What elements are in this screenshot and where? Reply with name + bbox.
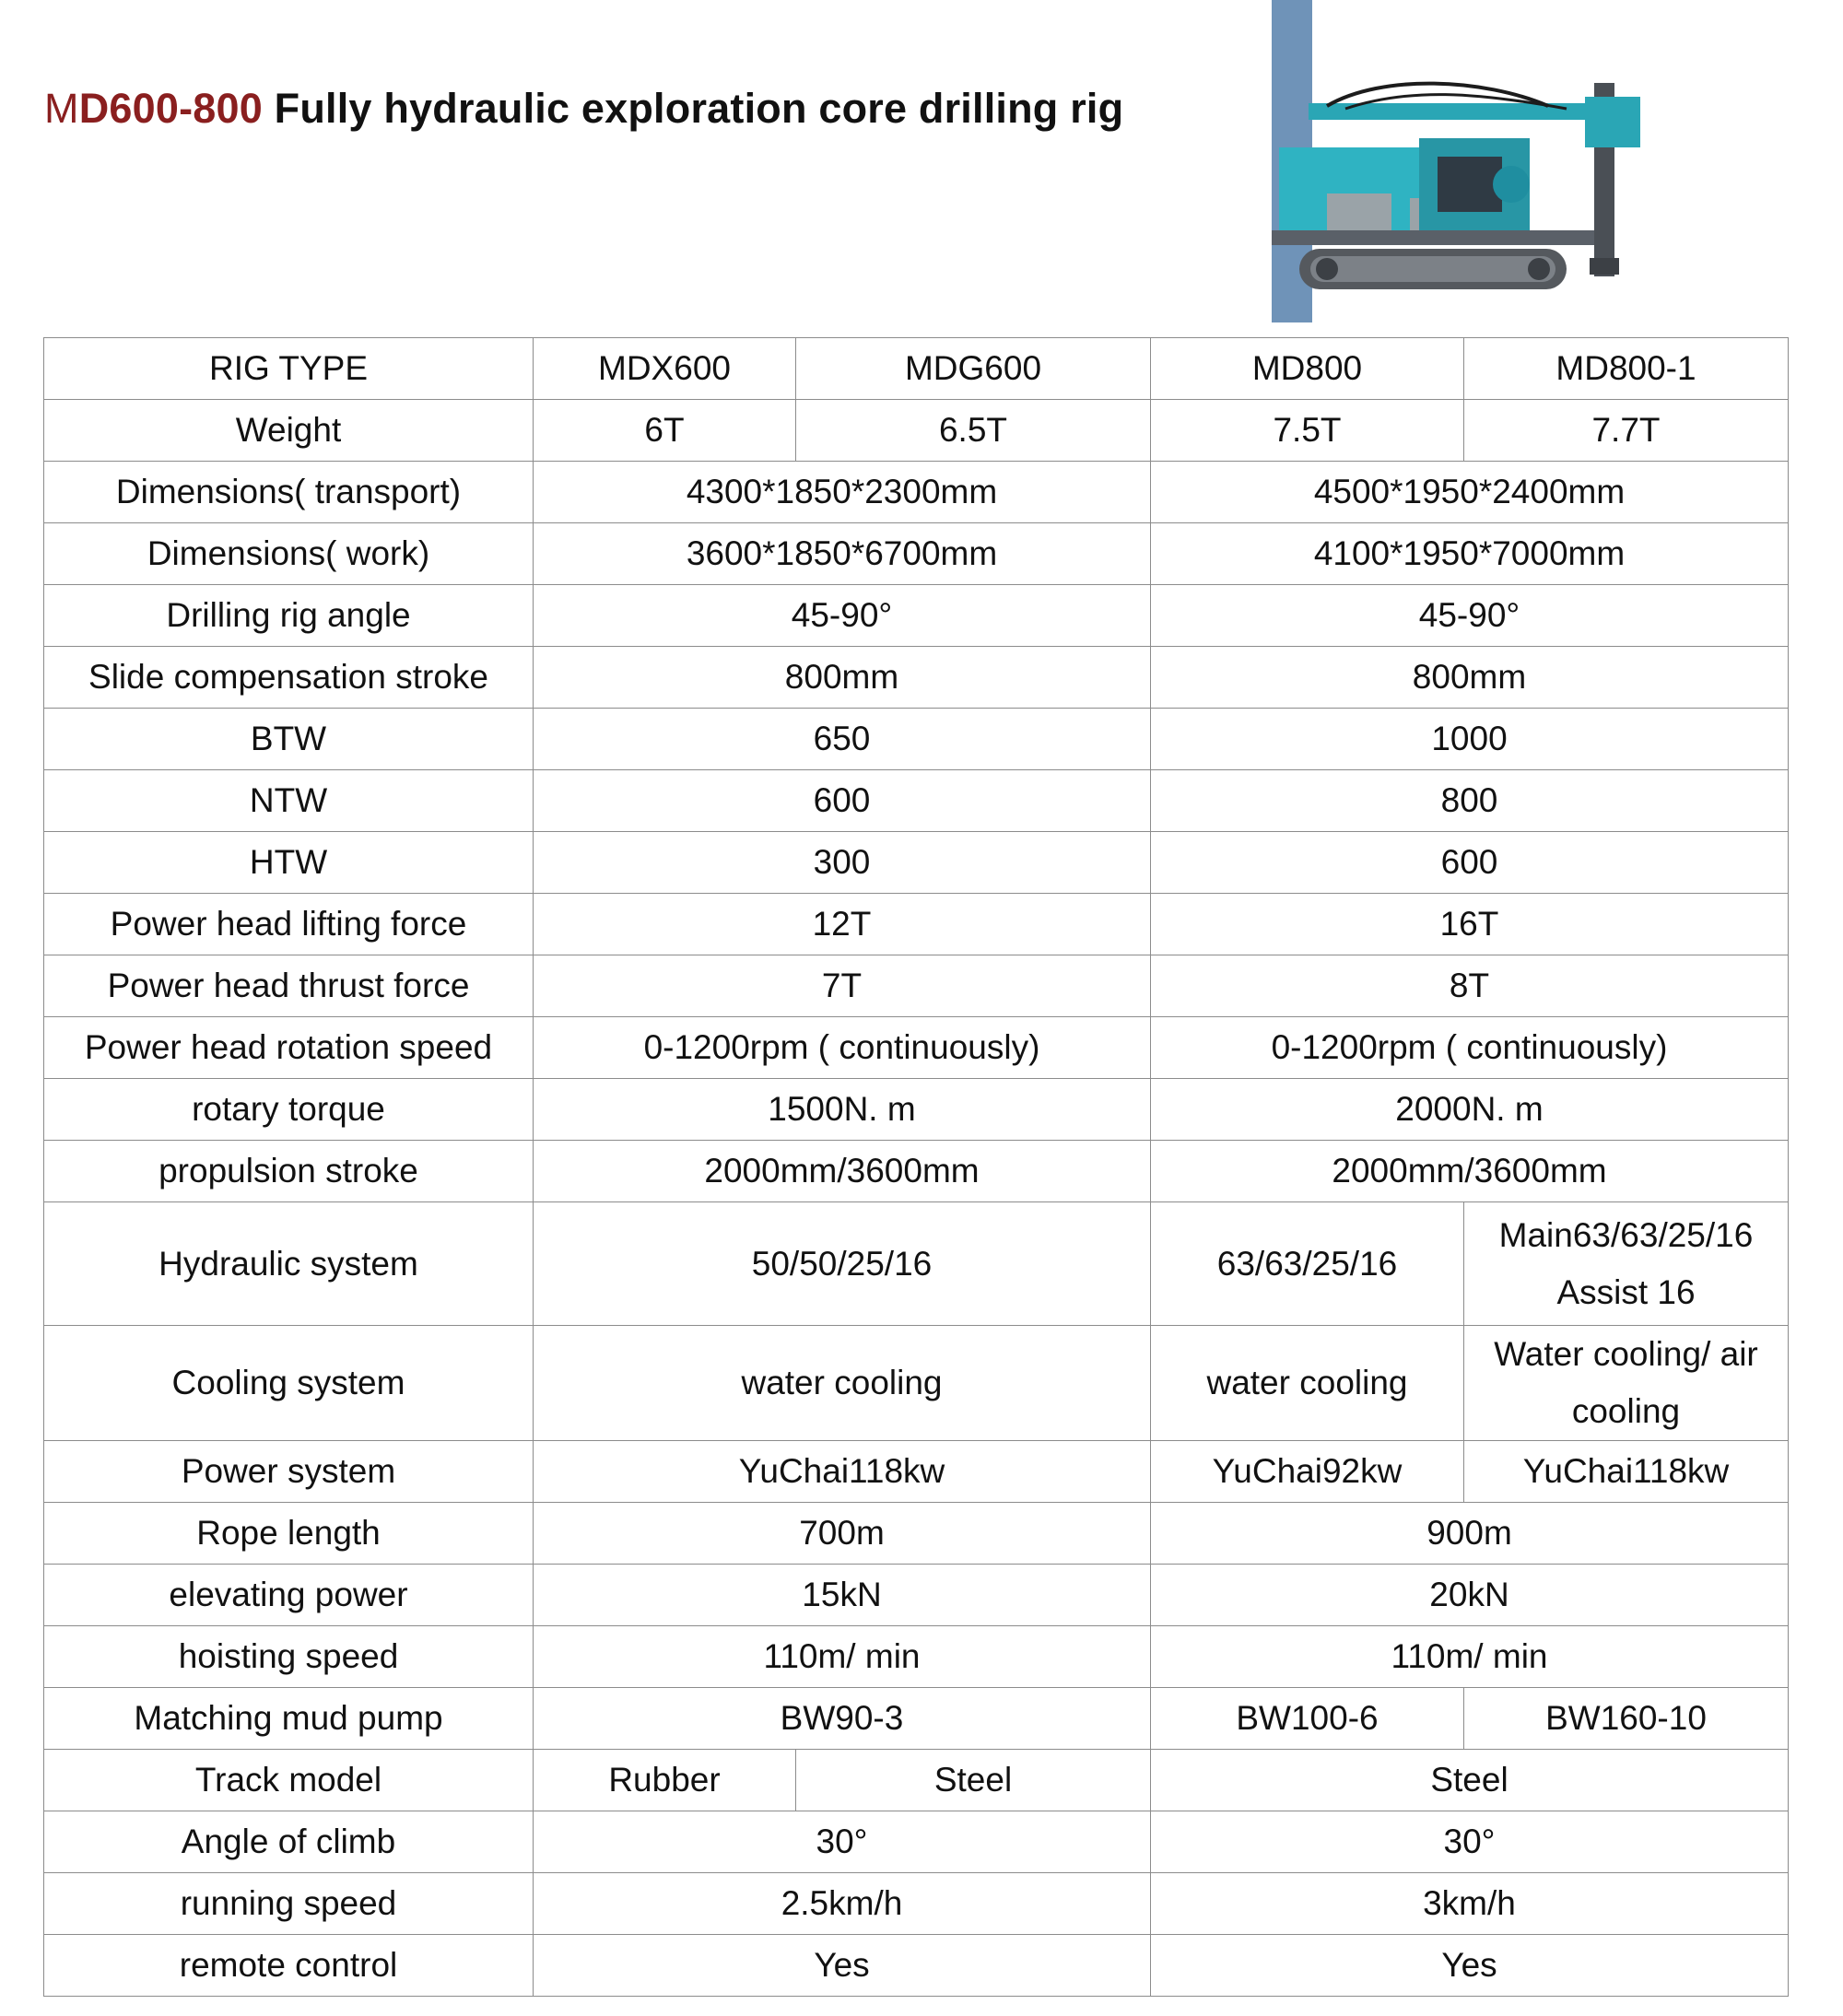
table-cell: remote control <box>44 1935 534 1997</box>
table-row <box>44 1688 1789 1750</box>
table-cell: rotary torque <box>44 1079 534 1141</box>
table-cell: Yes <box>1151 1935 1789 1997</box>
table-cell: 1000 <box>1151 709 1789 770</box>
table-cell: YuChai118kw <box>534 1441 1151 1503</box>
table-cell: propulsion stroke <box>44 1141 534 1202</box>
table-cell: Power head thrust force <box>44 955 534 1017</box>
cell-line: Water cooling/ air <box>1494 1335 1758 1373</box>
title-model-code: D600-800 <box>78 85 263 132</box>
table-cell: water cooling <box>534 1326 1151 1441</box>
table-cell: MDX600 <box>534 338 796 400</box>
table-row <box>44 1873 1789 1935</box>
table-row <box>44 1935 1789 1997</box>
table-cell: RIG TYPE <box>44 338 534 400</box>
table-cell: Matching mud pump <box>44 1688 534 1750</box>
table-cell: Steel <box>796 1750 1151 1811</box>
table-cell: Track model <box>44 1750 534 1811</box>
table-cell: Dimensions( work) <box>44 523 534 585</box>
table-cell: 800 <box>1151 770 1789 832</box>
table-row <box>44 1441 1789 1503</box>
table-cell: 2000N. m <box>1151 1079 1789 1141</box>
table-cell: water cooling <box>1151 1326 1464 1441</box>
title-prefix: M <box>44 85 79 132</box>
table-cell: 3600*1850*6700mm <box>534 523 1151 585</box>
table-cell: 2000mm/3600mm <box>534 1141 1151 1202</box>
spec-table <box>43 337 1789 1997</box>
table-cell: 45-90° <box>534 585 1151 647</box>
table-cell: 2.5km/h <box>534 1873 1151 1935</box>
table-cell: Rope length <box>44 1503 534 1565</box>
table-cell: 20kN <box>1151 1565 1789 1626</box>
table-cell: HTW <box>44 832 534 894</box>
table-cell: 900m <box>1151 1503 1789 1565</box>
table-cell: 50/50/25/16 <box>534 1202 1151 1326</box>
table-cell: Dimensions( transport) <box>44 462 534 523</box>
table-row <box>44 1202 1789 1326</box>
table-row <box>44 955 1789 1017</box>
table-row <box>44 585 1789 647</box>
table-cell: Power head lifting force <box>44 894 534 955</box>
table-cell: Cooling system <box>44 1326 534 1441</box>
table-row <box>44 647 1789 709</box>
table-cell: 700m <box>534 1503 1151 1565</box>
title-description: Fully hydraulic exploration core drilling rig <box>262 85 1124 132</box>
table-row <box>44 1811 1789 1873</box>
table-row <box>44 709 1789 770</box>
table-row <box>44 1326 1789 1441</box>
table-cell: 0-1200rpm ( continuously) <box>534 1017 1151 1079</box>
table-cell: 7.7T <box>1464 400 1789 462</box>
table-cell: Steel <box>1151 1750 1789 1811</box>
table-cell: Slide compensation stroke <box>44 647 534 709</box>
table-cell: 650 <box>534 709 1151 770</box>
table-cell: 16T <box>1151 894 1789 955</box>
cell-line: Main63/63/25/16 <box>1498 1215 1754 1254</box>
table-cell: Power system <box>44 1441 534 1503</box>
table-cell: BW90-3 <box>534 1688 1151 1750</box>
table-cell: 300 <box>534 832 1151 894</box>
table-row <box>44 462 1789 523</box>
table-cell: 2000mm/3600mm <box>1151 1141 1789 1202</box>
table-cell: 30° <box>1151 1811 1789 1873</box>
table-cell: 7T <box>534 955 1151 1017</box>
cell-line: cooling <box>1571 1392 1681 1430</box>
table-cell: 4300*1850*2300mm <box>534 462 1151 523</box>
table-cell: elevating power <box>44 1565 534 1626</box>
table-cell: 1500N. m <box>534 1079 1151 1141</box>
table-row <box>44 338 1789 400</box>
table-cell: BTW <box>44 709 534 770</box>
table-cell: 8T <box>1151 955 1789 1017</box>
table-row <box>44 1017 1789 1079</box>
table-cell: 800mm <box>534 647 1151 709</box>
table-cell: BW160-10 <box>1464 1688 1789 1750</box>
table-cell: 600 <box>534 770 1151 832</box>
table-cell: Yes <box>534 1935 1151 1997</box>
table-cell: 30° <box>534 1811 1151 1873</box>
table-cell: 15kN <box>534 1565 1151 1626</box>
table-cell: Angle of climb <box>44 1811 534 1873</box>
table-row <box>44 400 1789 462</box>
cell-line: Assist 16 <box>1556 1272 1696 1311</box>
table-row <box>44 523 1789 585</box>
table-cell: 3km/h <box>1151 1873 1789 1935</box>
table-cell: 12T <box>534 894 1151 955</box>
table-cell: 45-90° <box>1151 585 1789 647</box>
table-cell: MD800 <box>1151 338 1464 400</box>
table-cell: running speed <box>44 1873 534 1935</box>
table-cell: 4500*1950*2400mm <box>1151 462 1789 523</box>
table-cell: 6.5T <box>796 400 1151 462</box>
table-cell: Rubber <box>534 1750 796 1811</box>
table-cell: Power head rotation speed <box>44 1017 534 1079</box>
table-cell: NTW <box>44 770 534 832</box>
table-cell: 800mm <box>1151 647 1789 709</box>
table-cell: 110m/ min <box>534 1626 1151 1688</box>
table-cell: 7.5T <box>1151 400 1464 462</box>
table-cell: 63/63/25/16 <box>1151 1202 1464 1326</box>
table-cell: 4100*1950*7000mm <box>1151 523 1789 585</box>
table-cell: Weight <box>44 400 534 462</box>
table-row <box>44 1141 1789 1202</box>
table-row <box>44 770 1789 832</box>
table-row <box>44 1626 1789 1688</box>
table-row <box>44 1750 1789 1811</box>
table-cell: Drilling rig angle <box>44 585 534 647</box>
drilling-rig-image <box>1272 0 1659 322</box>
table-cell: YuChai118kw <box>1464 1441 1789 1503</box>
table-cell: Hydraulic system <box>44 1202 534 1326</box>
table-row <box>44 1503 1789 1565</box>
table-row <box>44 832 1789 894</box>
table-row <box>44 894 1789 955</box>
page-title <box>44 85 1123 133</box>
table-cell: YuChai92kw <box>1151 1441 1464 1503</box>
table-cell: 110m/ min <box>1151 1626 1789 1688</box>
table-cell: hoisting speed <box>44 1626 534 1688</box>
table-cell: 0-1200rpm ( continuously) <box>1151 1017 1789 1079</box>
table-row <box>44 1079 1789 1141</box>
table-cell: 600 <box>1151 832 1789 894</box>
table-cell: BW100-6 <box>1151 1688 1464 1750</box>
table-cell: MDG600 <box>796 338 1151 400</box>
table-cell <box>1464 1326 1789 1441</box>
table-row <box>44 1565 1789 1626</box>
table-cell <box>1464 1202 1789 1326</box>
table-cell: MD800-1 <box>1464 338 1789 400</box>
table-cell: 6T <box>534 400 796 462</box>
